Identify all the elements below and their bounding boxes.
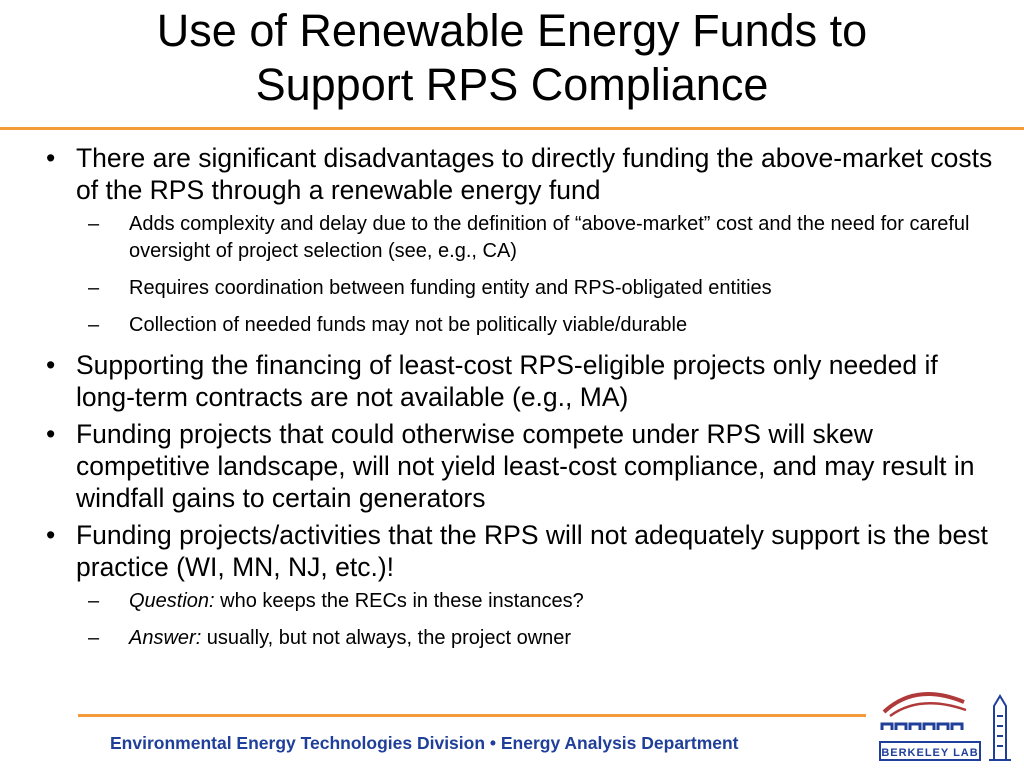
bullet-item [44, 418, 994, 514]
dash-glyph: – [88, 627, 100, 649]
sub-bullet-text: Requires coordination between funding entity and RPS-obligated entities [129, 277, 772, 299]
bullet-text: Funding projects that could otherwise compete under RPS will skew competitive landscape, will not yield least-cost compliance, and may result in windfall gains to certain generators [76, 419, 975, 513]
dash-glyph: – [88, 213, 100, 235]
bullet-item [44, 349, 994, 413]
slide-title [0, 4, 1024, 112]
bullet-text: Supporting the financing of least-cost RPS-eligible projects only needed if long-term contracts are not available (e.g., MA) [76, 350, 938, 412]
sub-bullet-text: usually, but not always, the project owner [201, 627, 572, 649]
dash-glyph: – [88, 314, 100, 336]
footer-text: Environmental Energy Technologies Division • Energy Analysis Department [110, 733, 739, 753]
bullet-glyph: • [46, 143, 56, 173]
bullet-text: There are significant disadvantages to directly funding the above-market costs of the RPS through a renewable energy fund [76, 143, 993, 205]
bullet-glyph: • [46, 350, 56, 380]
sub-bullet-item [44, 312, 994, 339]
berkeley-lab-logo [876, 680, 1024, 768]
sub-bullet-text: who keeps the RECs in these instances? [214, 590, 584, 612]
bullet-item [44, 519, 994, 583]
bullet-item [44, 142, 994, 206]
footer-divider [78, 714, 866, 717]
sub-bullet-item [44, 588, 994, 615]
sub-bullet-text: Adds complexity and delay due to the definition of “above-market” cost and the need for careful oversight of project selection (see, e.g., CA) [129, 213, 970, 262]
title-divider [0, 127, 1024, 130]
berkeley-lab-logo-icon [876, 680, 1024, 768]
bullet-text: Funding projects/activities that the RPS will not adequately support is the best practice (WI, MN, NJ, etc.)! [76, 520, 988, 582]
dash-glyph: – [88, 590, 100, 612]
title-line-1: Use of Renewable Energy Funds to [156, 5, 868, 56]
sub-bullet-item [44, 275, 994, 302]
answer-label: Answer: [129, 627, 202, 649]
question-label: Question: [129, 590, 215, 612]
bullet-glyph: • [46, 419, 56, 449]
sub-bullet-item [44, 625, 994, 652]
sub-bullet-item [44, 211, 994, 265]
bullet-glyph: • [46, 520, 56, 550]
bullet-list [44, 142, 994, 662]
dash-glyph: – [88, 277, 100, 299]
title-line-2: Support RPS Compliance [255, 59, 769, 110]
sub-bullet-text: Collection of needed funds may not be politically viable/durable [129, 314, 688, 336]
logo-text: BERKELEY LAB [881, 747, 979, 759]
